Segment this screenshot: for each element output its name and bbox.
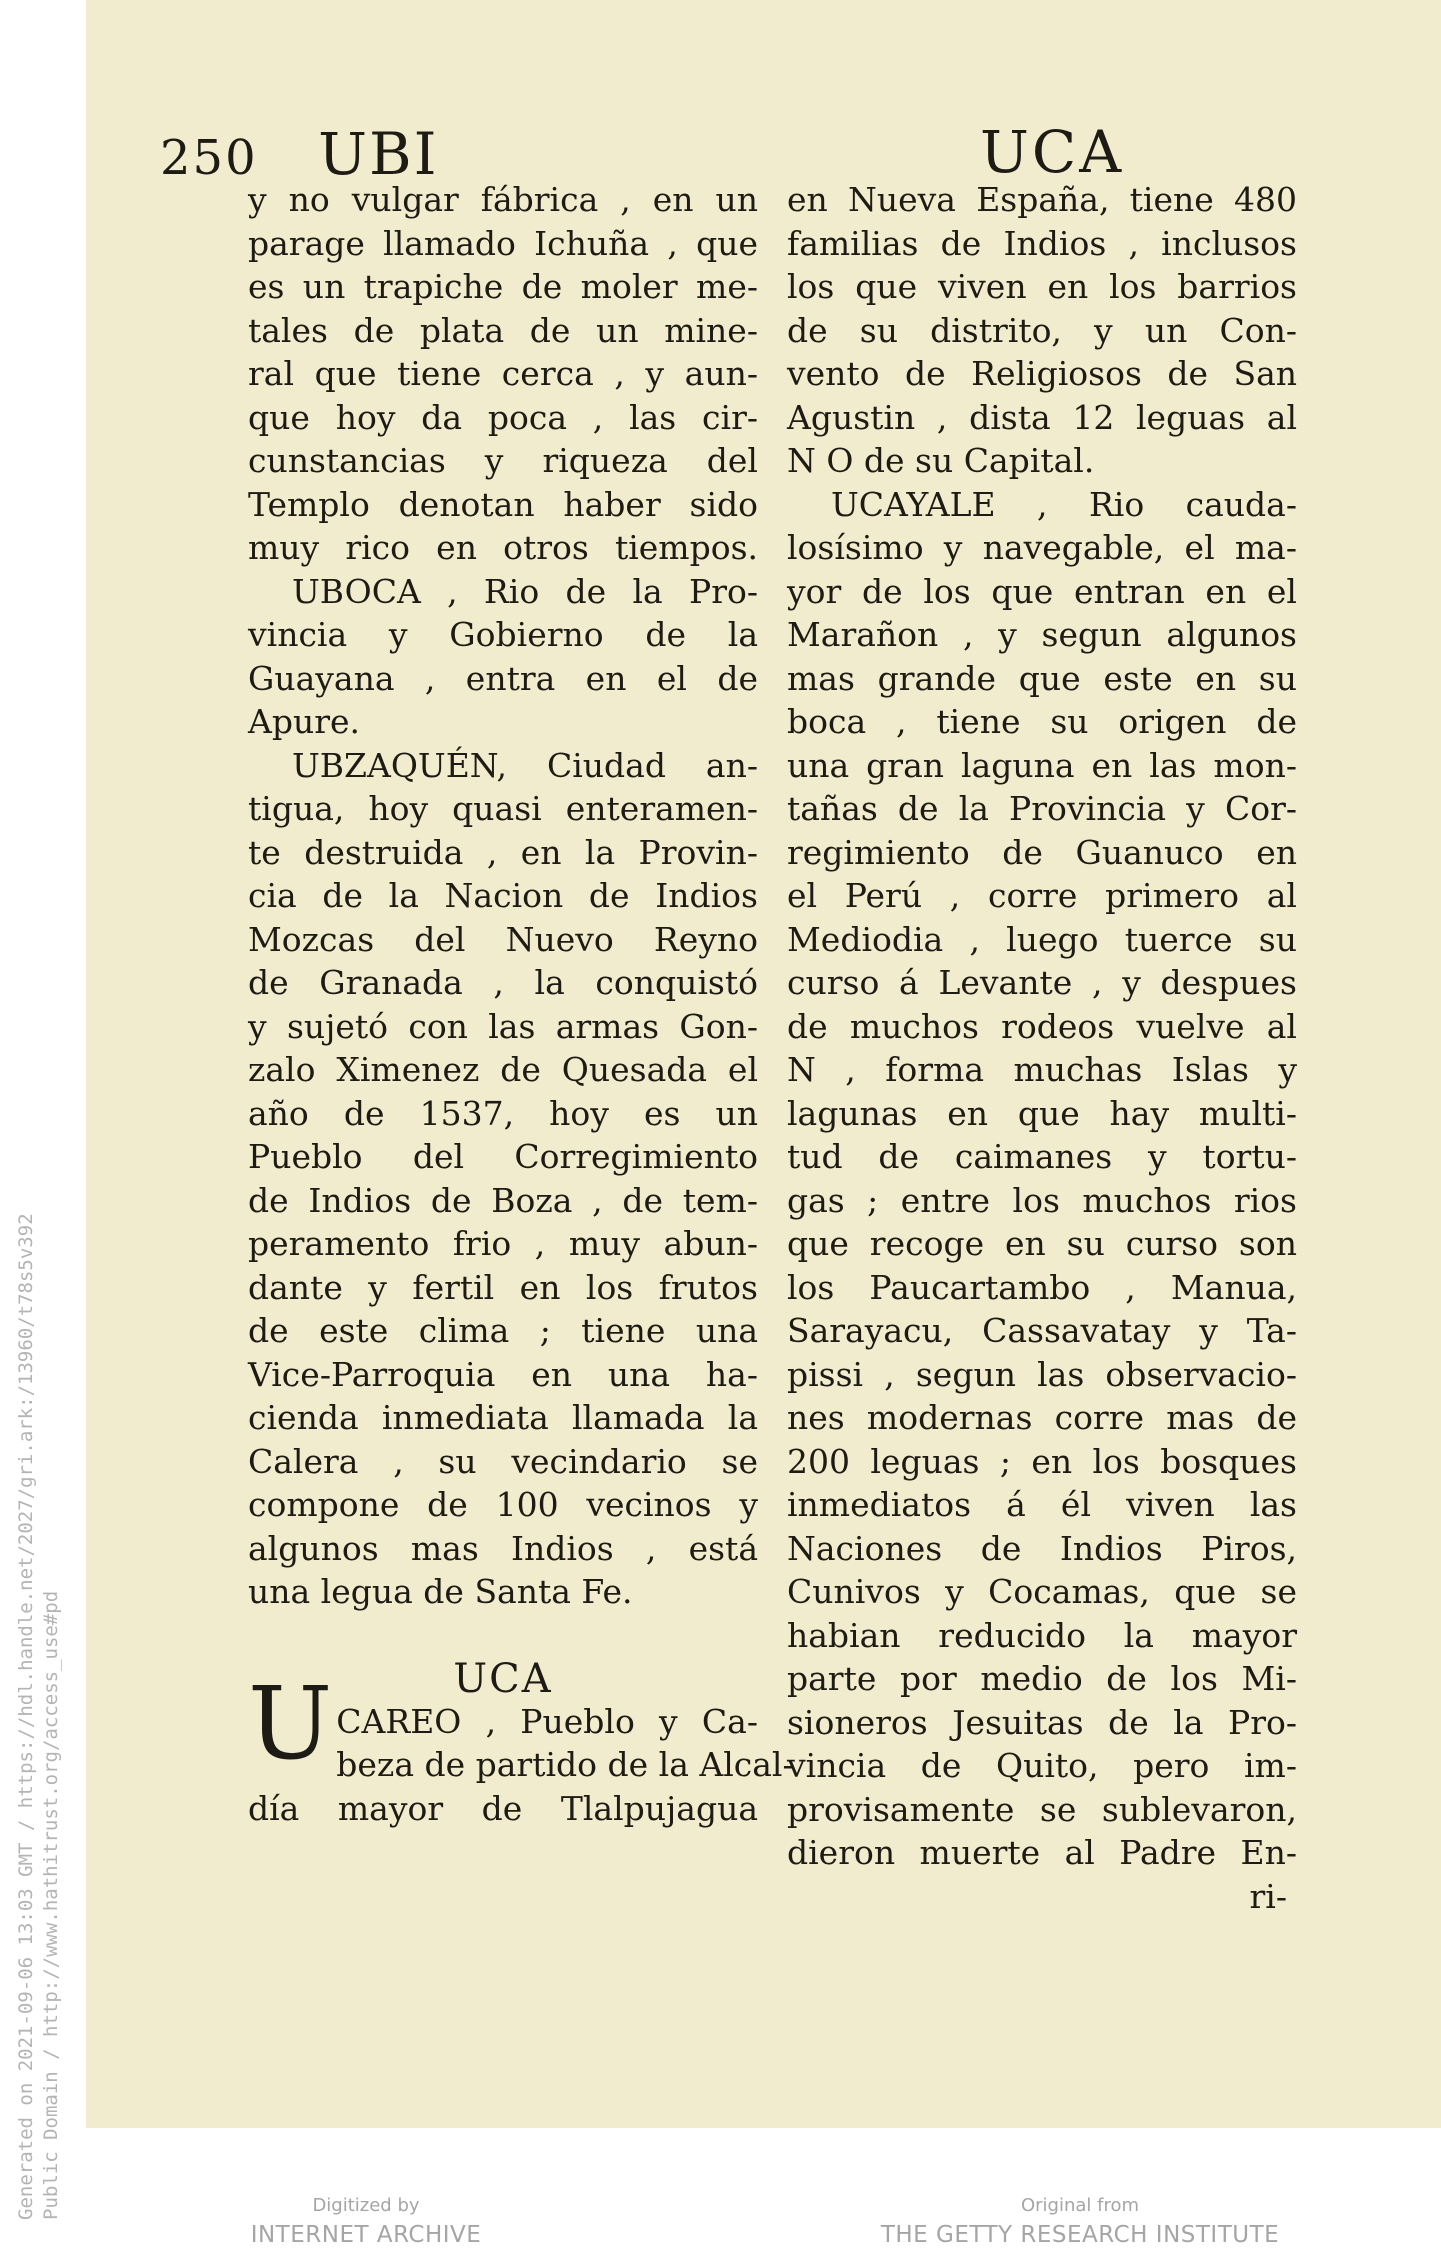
text-line: nes modernas corre mas de xyxy=(787,1398,1297,1437)
text-line: Cunivos y Cocamas, que se xyxy=(787,1572,1297,1611)
text-line: año de 1537, hoy es un xyxy=(248,1093,758,1133)
text-line: yor de los que entran en el xyxy=(787,571,1297,611)
text-line: en Nueva España, tiene 480 xyxy=(787,180,1297,219)
text-line: Naciones de Indios Piros, xyxy=(787,1528,1297,1568)
text-line: peramento frio , muy abun- xyxy=(248,1224,758,1263)
stamp-line-1: Generated on 2021-09-06 13:03 GMT / https://hdl.handle.net/2027/gri.ark:/13960/t78s5v392 xyxy=(15,1213,37,2220)
text-line: de Indios de Boza , de tem- xyxy=(248,1180,758,1220)
stamp-line-2: Public Domain / http://www.hathitrust.org/access_use#pd xyxy=(40,1590,62,2220)
text-line: sioneros Jesuitas de la Pro- xyxy=(787,1702,1297,1742)
text-line: Calera , su vecindario se xyxy=(248,1441,758,1481)
text-line: lagunas en que hay multi- xyxy=(787,1093,1297,1133)
text-line: vincia de Quito, pero im- xyxy=(787,1746,1297,1785)
hathitrust-stamp xyxy=(0,0,86,2255)
drop-cap: U xyxy=(248,1664,333,1782)
text-line: 200 leguas ; en los bosques xyxy=(787,1441,1297,1481)
text-line: una gran laguna en las mon- xyxy=(787,745,1297,785)
text-line: Apure. xyxy=(248,702,361,741)
entry-first-line-text: CAREO , Pueblo y Ca- xyxy=(336,1701,758,1741)
text-line: de este clima ; tiene una xyxy=(248,1311,758,1350)
text-line: día mayor de Tlalpujagua xyxy=(248,1788,758,1828)
text-line: dieron muerte al Padre En- xyxy=(787,1833,1297,1872)
text-line: familias de Indios , inclusos xyxy=(787,223,1297,263)
right-column-text xyxy=(787,178,1297,1875)
stamp-text xyxy=(14,1213,64,2220)
text-line: boca , tiene su origen de xyxy=(787,702,1297,741)
catchword: ri- xyxy=(1249,1876,1287,1916)
text-line: es un trapiche de moler me- xyxy=(248,267,758,306)
digitized-by-label: Digitized by xyxy=(312,2195,420,2216)
text-line: zalo Ximenez de Quesada el xyxy=(248,1050,758,1089)
internet-archive-label: INTERNET ARCHIVE xyxy=(250,2222,482,2248)
original-from-label: Original from xyxy=(1020,2195,1140,2216)
section-heading: UCA xyxy=(453,1655,553,1702)
text-line: curso á Levante , y despues xyxy=(787,963,1297,1002)
text-line: N O de su Capital. xyxy=(787,441,1095,480)
text-line: los que viven en los barrios xyxy=(787,267,1297,306)
text-line: Guayana , entra en el de xyxy=(248,658,758,698)
text-line: Pueblo del Corregimiento xyxy=(248,1137,758,1176)
text-line: de su distrito, y un Con- xyxy=(787,310,1297,350)
text-line: tales de plata de un mine- xyxy=(248,310,758,350)
left-column-text xyxy=(248,178,758,1614)
text-line: parte por medio de los Mi- xyxy=(787,1659,1297,1698)
text-line: Vice-Parroquia en una ha- xyxy=(248,1354,758,1394)
text-line: una legua de Santa Fe. xyxy=(248,1572,633,1611)
text-line: de Granada , la conquistó xyxy=(248,963,758,1002)
text-line: losísimo y navegable, el ma- xyxy=(787,528,1297,567)
text-line: pissi , segun las observacio- xyxy=(787,1354,1297,1394)
text-line: Agustin , dista 12 leguas al xyxy=(787,397,1297,437)
text-line: que recoge en su curso son xyxy=(787,1224,1297,1263)
text-line: de muchos rodeos vuelve al xyxy=(787,1006,1297,1046)
text-line: Sarayacu, Cassavatay y Ta- xyxy=(787,1311,1297,1350)
text-line: vento de Religiosos de San xyxy=(787,354,1297,393)
text-line: algunos mas Indios , está xyxy=(248,1528,758,1568)
text-line: cunstancias y riqueza del xyxy=(248,441,758,480)
text-line: Mediodia , luego tuerce su xyxy=(787,919,1297,959)
text-line: ral que tiene cerca , y aun- xyxy=(248,354,758,393)
text-line: cienda inmediata llamada la xyxy=(248,1398,758,1437)
text-line: gas ; entre los muchos rios xyxy=(787,1180,1297,1220)
text-line: cia de la Nacion de Indios xyxy=(248,876,758,915)
text-line: tigua, hoy quasi enteramen- xyxy=(248,789,758,828)
right-column xyxy=(787,178,1297,1918)
text-line: UBOCA , Rio de la Pro- xyxy=(292,571,758,611)
text-line: inmediatos á él viven las xyxy=(787,1485,1297,1524)
text-line: te destruida , en la Provin- xyxy=(248,832,758,872)
page-number: 250 xyxy=(160,130,258,186)
text-line: beza de partido de la Alcal- xyxy=(336,1745,794,1784)
text-line: regimiento de Guanuco en xyxy=(787,832,1297,872)
text-line: parage llamado Ichuña , que xyxy=(248,223,758,263)
text-line: los Paucartambo , Manua, xyxy=(787,1267,1297,1307)
text-line: Marañon , y segun algunos xyxy=(787,615,1297,654)
text-line: habian reducido la mayor xyxy=(787,1615,1297,1655)
text-line: provisamente se sublevaron, xyxy=(787,1789,1297,1829)
getty-institute-label: THE GETTY RESEARCH INSTITUTE xyxy=(880,2222,1280,2248)
text-line: y sujetó con las armas Gon- xyxy=(248,1006,758,1046)
running-header-right: UCA xyxy=(980,118,1125,186)
left-header-title: UBI xyxy=(318,120,439,188)
text-line: vincia y Gobierno de la xyxy=(248,615,758,654)
text-line: Mozcas del Nuevo Reyno xyxy=(248,919,758,959)
text-line: tud de caimanes y tortu- xyxy=(787,1137,1297,1176)
text-line: UBZAQUÉN, Ciudad an- xyxy=(292,745,758,785)
text-line: que hoy da poca , las cir- xyxy=(248,397,758,437)
text-line: tañas de la Provincia y Cor- xyxy=(787,789,1297,828)
text-line: UCAYALE , Rio cauda- xyxy=(831,484,1297,524)
text-line: Templo denotan haber sido xyxy=(248,484,758,524)
digitized-by-credit xyxy=(236,2195,496,2248)
text-line: N , forma muchas Islas y xyxy=(787,1050,1297,1089)
text-line: compone de 100 vecinos y xyxy=(248,1485,758,1524)
text-line: y no vulgar fábrica , en un xyxy=(248,180,758,219)
text-line: el Perú , corre primero al xyxy=(787,876,1297,915)
original-from-credit xyxy=(870,2195,1290,2248)
text-line: muy rico en otros tiempos. xyxy=(248,528,758,567)
left-column xyxy=(248,178,794,1830)
text-line: mas grande que este en su xyxy=(787,658,1297,698)
text-line: dante y fertil en los frutos xyxy=(248,1267,758,1307)
